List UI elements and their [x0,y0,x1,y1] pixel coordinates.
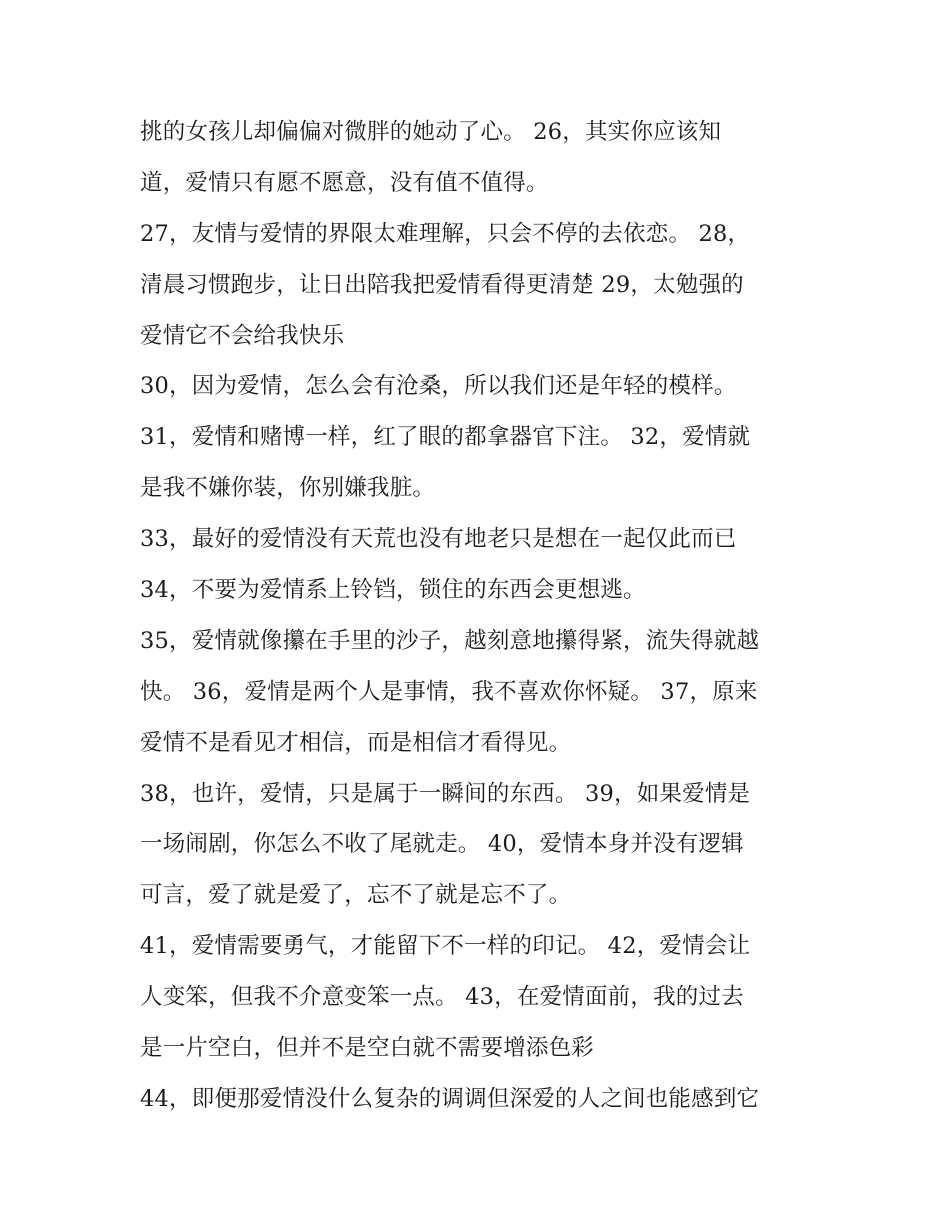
text-line: 人变笨，但我不介意变笨一点。 43，在爱情面前，我的过去 [140,984,744,1011]
text-line: 是我不嫌你装，你别嫌我脏。 [140,475,436,502]
text-line: 35，爱情就像攥在手里的沙子，越刻意地攥得紧，流失得就越 [140,627,760,654]
text-line: 33，最好的爱情没有天荒也没有地老只是想在一起仅此而已 [140,526,737,553]
text-line: 挑的女孩儿却偏偏对微胖的她动了心。 26，其实你应该知 [140,119,722,145]
text-line: 是一片空白，但并不是空白就不需要增添色彩 [140,1035,595,1062]
text-line: 38，也许，爱情，只是属于一瞬间的东西。 39，如果爱情是 [140,780,751,807]
text-line: 31，爱情和赌博一样，红了眼的都拿器官下注。 32，爱情就 [140,424,751,451]
text-line: 34，不要为爱情系上铃铛，锁住的东西会更想逃。 [140,577,646,604]
text-line: 41，爱情需要勇气，才能留下不一样的印记。 42，爱情会让 [140,933,751,960]
text-line: 可言，爱了就是爱了，忘不了就是忘不了。 [140,882,572,909]
text-line: 清晨习惯跑步，让日出陪我把爱情看得更清楚 29，太勉强的 [140,271,744,298]
text-line: 爱情不是看见才相信，而是相信才看得见。 [140,729,572,756]
text-line: 一场闹剧，你怎么不收了尾就走。 40，爱情本身并没有逻辑 [140,831,744,858]
text-line: 爱情它不会给我快乐 [140,322,345,349]
document-body [140,107,820,1125]
text-line: 道，爱情只有愿不愿意，没有值不值得。 [140,169,549,196]
text-line: 30，因为爱情，怎么会有沧桑，所以我们还是年轻的模样。 [140,373,737,400]
text-line: 快。 36，爱情是两个人是事情，我不喜欢你怀疑。 37，原来 [140,678,758,705]
text-line: 44，即便那爱情没什么复杂的调调但深爱的人之间也能感到它 [140,1085,760,1112]
text-line: 27，友情与爱情的界限太难理解，只会不停的去依恋。 28， [140,220,751,247]
